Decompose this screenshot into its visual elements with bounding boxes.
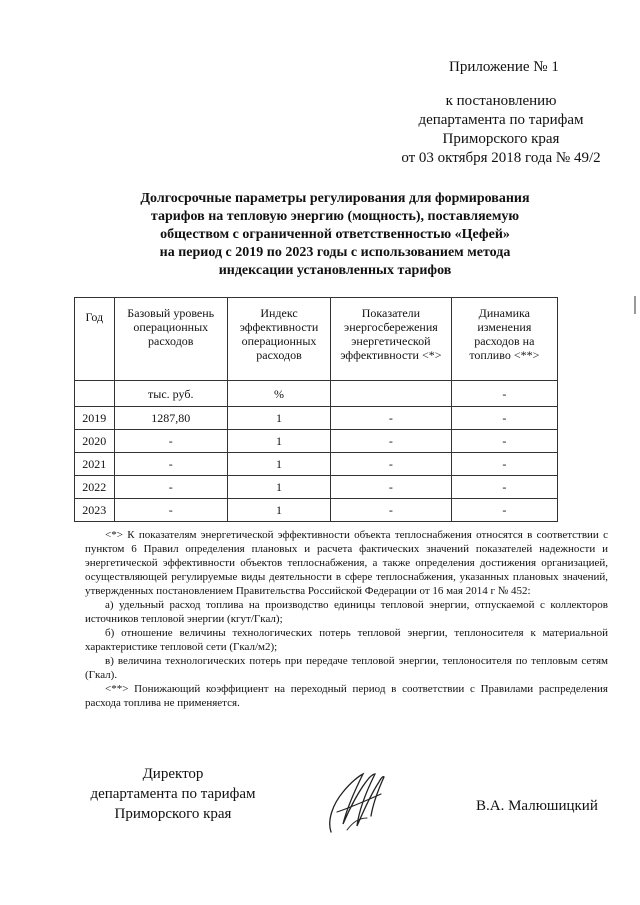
header-base-opex: Базовый уровень операционных расходов bbox=[114, 298, 227, 381]
appendix-number: Приложение № 1 bbox=[449, 59, 559, 75]
table-header-row bbox=[75, 298, 558, 381]
title-line: индексации установленных тарифов bbox=[218, 263, 452, 278]
table-cell: % bbox=[227, 381, 330, 407]
parameters-table bbox=[74, 297, 558, 522]
footnote-energy-efficiency: <*> К показателям энергетической эффективности объекта теплоснабжения относятся в соответствии с пунктом 6 Правил определения плановых и расчета фактических значений показателей надежности и энергетической эффективности объектов теплоснабжения, а также определения достижения организацией, осуществляющей регулируемые виды деятельности в сфере теплоснабжения, указанных плановых значений, утвержденных постановлением Правительства Российской Федерации от 16 мая 2014 г № 452: bbox=[85, 529, 608, 597]
footnote-item-b: б) отношение величины технологических потерь тепловой энергии, теплоносителя к материальной характеристике тепловой сети (Гкал/м2); bbox=[85, 627, 608, 653]
table-cell: 1 bbox=[227, 430, 330, 453]
scan-edge-mark bbox=[634, 296, 636, 314]
document-title bbox=[100, 190, 570, 280]
table-cell: - bbox=[114, 499, 227, 522]
table-cell: 1 bbox=[227, 407, 330, 430]
table-row bbox=[75, 476, 558, 499]
table-row bbox=[75, 407, 558, 430]
table-cell: - bbox=[114, 430, 227, 453]
table-cell: тыс. руб. bbox=[114, 381, 227, 407]
header-energy-saving: Показатели энергосбережения энергетической эффективности <*> bbox=[331, 298, 452, 381]
table-cell: - bbox=[331, 499, 452, 522]
table-row bbox=[75, 453, 558, 476]
table-cell: 2019 bbox=[75, 407, 115, 430]
table-row bbox=[75, 430, 558, 453]
table-cell: 1 bbox=[227, 476, 330, 499]
position-line: департамента по тарифам bbox=[90, 786, 256, 802]
decree-line: к постановлению bbox=[445, 93, 557, 109]
table-cell: 1 bbox=[227, 499, 330, 522]
table-cell: - bbox=[114, 453, 227, 476]
header-fuel-dynamics: Динамика изменения расходов на топливо <**> bbox=[451, 298, 557, 381]
title-line: Долгосрочные параметры регулирования для формирования bbox=[140, 191, 530, 206]
table-cell: - bbox=[331, 453, 452, 476]
table-cell: - bbox=[331, 430, 452, 453]
table-cell: 2022 bbox=[75, 476, 115, 499]
title-line: на период с 2019 по 2023 годы с использованием метода bbox=[159, 245, 511, 260]
position-line: Директор bbox=[142, 766, 204, 782]
decree-reference bbox=[390, 92, 612, 168]
decree-line: департамента по тарифам bbox=[418, 112, 584, 128]
table-cell bbox=[331, 381, 452, 407]
title-line: обществом с ограниченной ответственностью «Цефей» bbox=[160, 227, 510, 242]
signatory-position bbox=[84, 764, 262, 824]
table-cell: - bbox=[451, 453, 557, 476]
table-cell: - bbox=[451, 499, 557, 522]
table-row bbox=[75, 499, 558, 522]
footnotes bbox=[85, 528, 608, 710]
table-cell: - bbox=[451, 407, 557, 430]
table-cell: - bbox=[114, 476, 227, 499]
footnote-item-c: в) величина технологических потерь при передаче тепловой энергии, теплоносителя по тепловым сетям (Гкал). bbox=[85, 655, 608, 681]
footnote-item-a: а) удельный расход топлива на производство единицы тепловой энергии, отпускаемой с коллекторов источников тепловой энергии (кгут/Гкал); bbox=[85, 599, 608, 625]
position-line: Приморского края bbox=[114, 806, 232, 822]
handwritten-signature bbox=[323, 768, 389, 838]
header-year: Год bbox=[75, 298, 115, 381]
table-cell: - bbox=[331, 476, 452, 499]
table-units-row bbox=[75, 381, 558, 407]
table-cell: 2023 bbox=[75, 499, 115, 522]
table-cell: 2021 bbox=[75, 453, 115, 476]
decree-line: Приморского края bbox=[442, 131, 560, 147]
decree-line: от 03 октября 2018 года № 49/2 bbox=[401, 150, 601, 166]
table-cell: 1287,80 bbox=[114, 407, 227, 430]
title-line: тарифов на тепловую энергию (мощность), поставляемую bbox=[150, 209, 520, 224]
table-cell: 1 bbox=[227, 453, 330, 476]
table-cell: - bbox=[331, 407, 452, 430]
table-cell: - bbox=[451, 381, 557, 407]
footnote-fuel: <**> Понижающий коэффициент на переходный период в соответствии с Правилами распределения расхода топлива не применяется. bbox=[85, 683, 608, 709]
table-cell: 2020 bbox=[75, 430, 115, 453]
table-cell: - bbox=[451, 476, 557, 499]
signatory-name: В.А. Малюшицкий bbox=[476, 798, 598, 814]
table-cell bbox=[75, 381, 115, 407]
header-efficiency-index: Индекс эффективности операционных расходов bbox=[227, 298, 330, 381]
table-cell: - bbox=[451, 430, 557, 453]
